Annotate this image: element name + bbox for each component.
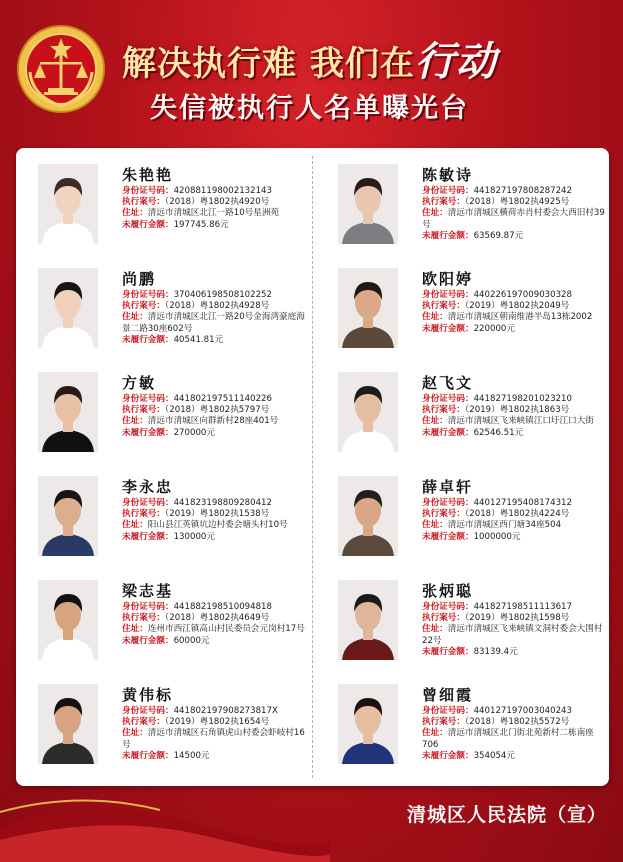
case-number-row (422, 405, 608, 416)
person-details (122, 498, 308, 543)
case-number-label: 执行案号： (422, 301, 465, 312)
unpaid-amount-value: 83139.4元 (473, 646, 518, 657)
person-name: 李永忠 (122, 478, 174, 496)
address-value: 清远市清城区北江一路20号金海湾豪庭海景二路30座602号 (122, 312, 305, 334)
person-name: 赵飞文 (422, 374, 474, 392)
id-number-value: 420881198002132143 (173, 186, 272, 196)
unpaid-amount-value: 197745.86元 (173, 219, 229, 230)
unpaid-amount-row (422, 428, 608, 439)
address-value: 清远市清城区飞来峡镇江口圩江口大街 (447, 416, 594, 427)
unpaid-amount-label: 未履行金额： (422, 750, 474, 761)
unpaid-amount-label: 未履行金额： (422, 427, 474, 438)
unpaid-amount-row (422, 532, 608, 543)
unpaid-amount-label: 未履行金额： (422, 323, 474, 334)
id-number-label: 身份证号码： (422, 186, 474, 196)
address-value: 清远市清城区飞来峡镇文洞村委会大围村22号 (422, 624, 603, 646)
case-number-value: （2019）粤1802执1538号 (164, 509, 270, 520)
person-photo (338, 476, 398, 556)
person-details (422, 498, 608, 543)
person-name: 曾细霞 (422, 686, 474, 704)
unpaid-amount-value: 270000元 (173, 427, 215, 438)
person-card (318, 154, 608, 256)
person-photo (38, 476, 98, 556)
flag-decoration-icon (0, 782, 330, 862)
unpaid-amount-row (122, 220, 308, 231)
unpaid-amount-row (422, 231, 608, 242)
person-card (18, 362, 308, 464)
case-number-value: （2018）粤1802执5797号 (164, 405, 270, 416)
address-row (122, 520, 308, 531)
id-number-row (422, 706, 608, 717)
unpaid-amount-value: 130000元 (173, 531, 215, 542)
address-label: 住址： (122, 520, 148, 531)
address-row (422, 312, 608, 323)
address-row (422, 520, 608, 531)
case-number-value: （2019）粤1802执1863号 (464, 405, 570, 416)
person-details (422, 602, 608, 658)
id-number-value: 441823198809280412 (173, 498, 272, 508)
case-number-label: 执行案号： (422, 717, 465, 728)
person-card (18, 258, 308, 360)
id-number-row (122, 290, 308, 301)
address-value: 清远市清城区石角镇虎山村委会虾岐村16号 (122, 728, 305, 750)
case-number-label: 执行案号： (122, 301, 165, 312)
id-number-label: 身份证号码： (422, 498, 474, 508)
id-number-label: 身份证号码： (422, 706, 474, 716)
person-name: 黄伟标 (122, 686, 174, 704)
id-number-row (422, 602, 608, 613)
id-number-value: 440226197009030328 (473, 290, 572, 300)
id-number-value: 441882198510094818 (173, 602, 272, 612)
person-photo (338, 268, 398, 348)
case-number-label: 执行案号： (122, 509, 165, 520)
issuer-credit: 清城区人民法院（宣） (406, 804, 607, 826)
address-label: 住址： (422, 624, 448, 635)
address-value: 连州市西江镇高山村民委员会元岗村17号 (147, 624, 305, 635)
address-row (122, 728, 308, 750)
case-number-row (422, 613, 608, 624)
person-photo (338, 684, 398, 764)
case-number-value: （2018）粤1802执4649号 (164, 613, 270, 624)
address-value: 阳山县江英镇坑边村委会塘头村10号 (147, 520, 288, 531)
case-number-value: （2019）粤1802执1654号 (164, 717, 270, 728)
address-value: 清远市清城区横荷赤肖村委会大西旧村39号 (422, 208, 605, 230)
address-value: 清远市清城区向群新村28座401号 (147, 416, 279, 427)
address-label: 住址： (422, 728, 448, 739)
case-number-label: 执行案号： (422, 613, 465, 624)
unpaid-amount-label: 未履行金额： (422, 230, 474, 241)
person-card (318, 466, 608, 568)
address-row (422, 208, 608, 230)
person-photo (38, 268, 98, 348)
case-number-row (422, 509, 608, 520)
id-number-value: 441827198201023210 (473, 394, 572, 404)
unpaid-amount-label: 未履行金额： (122, 427, 174, 438)
unpaid-amount-value: 63569.87元 (473, 230, 524, 241)
person-photo (38, 580, 98, 660)
address-label: 住址： (422, 520, 448, 531)
case-number-label: 执行案号： (422, 509, 465, 520)
unpaid-amount-row (422, 324, 608, 335)
main-title-handwritten: 行动 (414, 38, 497, 85)
unpaid-amount-label: 未履行金额： (122, 334, 174, 345)
unpaid-amount-value: 60000元 (173, 635, 210, 646)
unpaid-amount-label: 未履行金额： (122, 635, 174, 646)
address-label: 住址： (122, 728, 148, 739)
address-value: 清远市清城区北门街北苑新村二栋南座706 (422, 728, 594, 750)
person-photo (338, 372, 398, 452)
person-card (18, 466, 308, 568)
person-name: 梁志基 (122, 582, 174, 600)
person-details (122, 186, 308, 231)
id-number-value: 441827197808287242 (473, 186, 572, 196)
id-number-label: 身份证号码： (122, 706, 174, 716)
address-label: 住址： (422, 208, 448, 219)
unpaid-amount-row (422, 751, 608, 762)
person-photo (338, 164, 398, 244)
id-number-row (122, 186, 308, 197)
unpaid-amount-row (122, 428, 308, 439)
unpaid-amount-row (122, 335, 308, 346)
id-number-label: 身份证号码： (422, 602, 474, 612)
address-label: 住址： (122, 624, 148, 635)
person-details (422, 186, 608, 242)
id-number-row (122, 394, 308, 405)
unpaid-amount-row (122, 751, 308, 762)
person-card (18, 154, 308, 256)
person-name: 朱艳艳 (122, 166, 174, 184)
case-number-label: 执行案号： (422, 405, 465, 416)
person-details (122, 706, 308, 762)
unpaid-amount-label: 未履行金额： (122, 531, 174, 542)
case-number-row (422, 197, 608, 208)
address-value: 清远市清城区北江一路10号星洲苑 (147, 208, 280, 219)
person-name: 方敏 (122, 374, 157, 392)
id-number-row (422, 498, 608, 509)
case-number-row (122, 197, 308, 208)
person-photo (38, 372, 98, 452)
address-row (422, 624, 608, 646)
person-card (318, 674, 608, 776)
person-details (122, 290, 308, 346)
address-row (122, 416, 308, 427)
case-number-row (422, 717, 608, 728)
id-number-value: 440127195408174312 (473, 498, 572, 508)
id-number-value: 441827198511113617 (473, 602, 572, 612)
id-number-label: 身份证号码： (122, 394, 174, 404)
id-number-value: 370406198508102252 (173, 290, 272, 300)
address-value: 清远市清城区西门塘34座504 (447, 520, 562, 531)
main-title-text: 解决执行难 我们在 (122, 44, 415, 84)
court-emblem-icon (16, 24, 106, 114)
address-row (122, 312, 308, 334)
address-row (122, 208, 308, 219)
unpaid-amount-row (122, 636, 308, 647)
person-photo (38, 684, 98, 764)
address-label: 住址： (122, 416, 148, 427)
unpaid-amount-value: 14500元 (173, 750, 210, 761)
case-number-row (422, 301, 608, 312)
id-number-row (122, 602, 308, 613)
unpaid-amount-label: 未履行金额： (122, 219, 174, 230)
case-number-value: （2018）粤1802执4925号 (464, 197, 570, 208)
unpaid-amount-value: 354054元 (473, 750, 515, 761)
id-number-label: 身份证号码： (422, 290, 474, 300)
unpaid-amount-value: 62546.51元 (473, 427, 524, 438)
case-number-label: 执行案号： (122, 717, 165, 728)
person-details (122, 394, 308, 439)
case-number-row (122, 717, 308, 728)
address-value: 清远市清城区朝南维港半岛13栋2002 (447, 312, 593, 323)
address-label: 住址： (122, 208, 148, 219)
unpaid-amount-value: 1000000元 (473, 531, 521, 542)
id-number-row (422, 186, 608, 197)
main-title (122, 30, 602, 87)
person-photo (38, 164, 98, 244)
id-number-label: 身份证号码： (122, 290, 174, 300)
address-label: 住址： (422, 312, 448, 323)
case-number-value: （2018）粤1802执4224号 (464, 509, 570, 520)
address-row (422, 416, 608, 427)
unpaid-amount-value: 40541.81元 (173, 334, 224, 345)
case-number-row (122, 613, 308, 624)
case-number-value: （2018）粤1802执4928号 (164, 301, 270, 312)
case-number-row (122, 301, 308, 312)
id-number-row (122, 498, 308, 509)
id-number-value: 441802197908273817X (173, 706, 278, 716)
case-number-row (122, 509, 308, 520)
case-number-label: 执行案号： (122, 197, 165, 208)
person-card (18, 674, 308, 776)
person-details (122, 602, 308, 647)
blacklist-panel (16, 148, 609, 786)
person-details (422, 394, 608, 439)
address-row (422, 728, 608, 750)
person-name: 陈敏诗 (422, 166, 474, 184)
case-number-value: （2019）粤1802执1598号 (464, 613, 570, 624)
id-number-label: 身份证号码： (422, 394, 474, 404)
case-number-value: （2018）粤1802执4920号 (164, 197, 270, 208)
person-card (318, 258, 608, 360)
unpaid-amount-row (422, 647, 608, 658)
unpaid-amount-label: 未履行金额： (122, 750, 174, 761)
id-number-value: 441802197511140226 (173, 394, 272, 404)
case-number-value: （2019）粤1802执2049号 (464, 301, 570, 312)
address-row (122, 624, 308, 635)
person-name: 薛卓轩 (422, 478, 474, 496)
person-name: 张炳聪 (422, 582, 474, 600)
person-card (318, 362, 608, 464)
id-number-label: 身份证号码： (122, 602, 174, 612)
case-number-label: 执行案号： (122, 613, 165, 624)
id-number-row (422, 394, 608, 405)
id-number-row (422, 290, 608, 301)
person-details (422, 706, 608, 762)
address-label: 住址： (122, 312, 148, 323)
id-number-value: 440127197003040243 (473, 706, 572, 716)
unpaid-amount-label: 未履行金额： (422, 531, 474, 542)
person-card (318, 570, 608, 672)
subtitle: 失信被执行人名单曝光台 (150, 93, 469, 124)
case-number-row (122, 405, 308, 416)
unpaid-amount-value: 220000元 (473, 323, 515, 334)
person-name: 尚鹏 (122, 270, 157, 288)
id-number-label: 身份证号码： (122, 186, 174, 196)
case-number-label: 执行案号： (422, 197, 465, 208)
unpaid-amount-label: 未履行金额： (422, 646, 474, 657)
column-divider (312, 156, 313, 778)
case-number-value: （2018）粤1802执5572号 (464, 717, 570, 728)
id-number-row (122, 706, 308, 717)
person-photo (338, 580, 398, 660)
person-name: 欧阳婷 (422, 270, 474, 288)
id-number-label: 身份证号码： (122, 498, 174, 508)
person-details (422, 290, 608, 335)
person-card (18, 570, 308, 672)
case-number-label: 执行案号： (122, 405, 165, 416)
unpaid-amount-row (122, 532, 308, 543)
address-label: 住址： (422, 416, 448, 427)
